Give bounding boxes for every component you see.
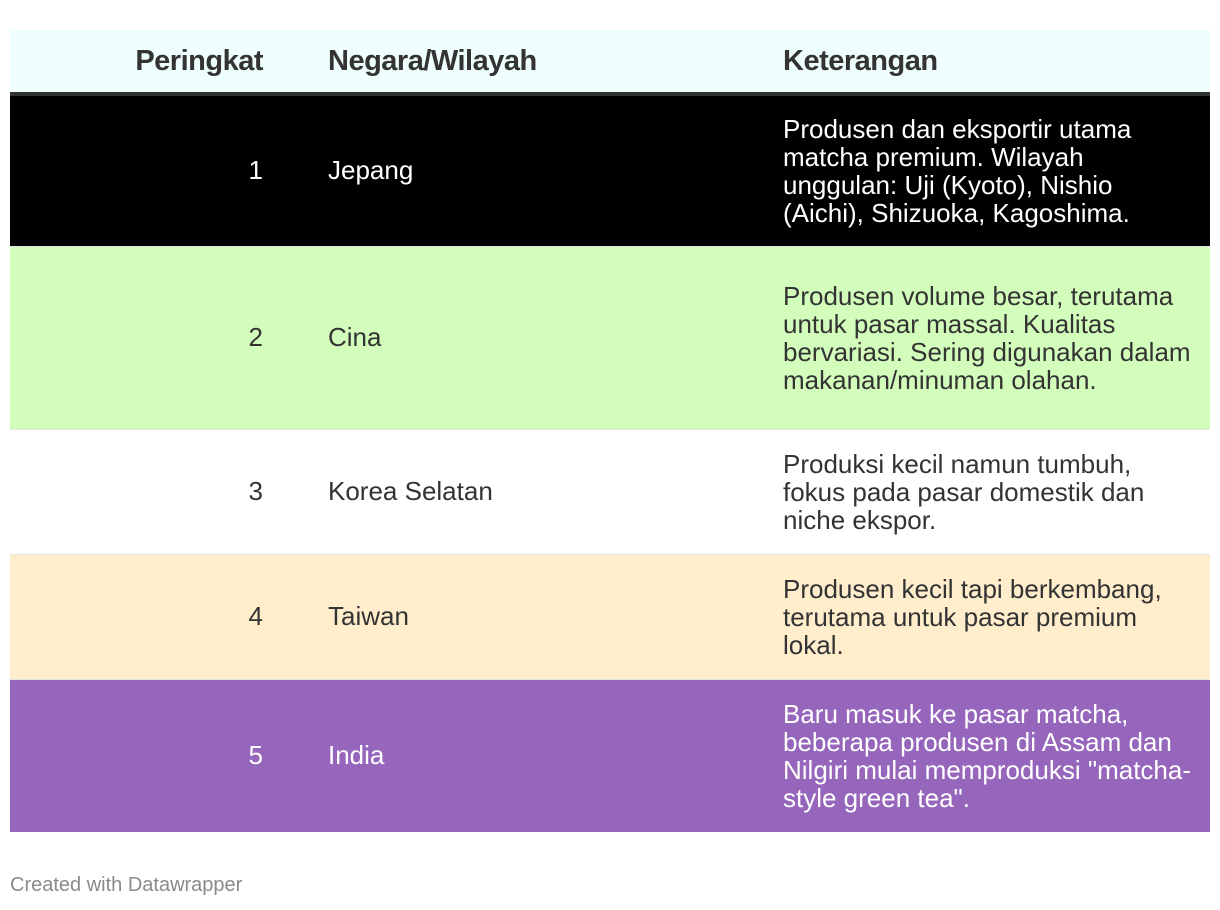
data-table [10, 30, 1210, 832]
table-row [10, 429, 1210, 554]
cell-country: Taiwan [328, 601, 409, 631]
column-header-country[interactable]: Negara/Wilayah [310, 30, 765, 94]
data-table-container [10, 30, 1210, 832]
cell-rank: 3 [248, 476, 263, 506]
cell-country: India [328, 740, 385, 771]
table-row [10, 679, 1210, 832]
cell-rank: 2 [248, 322, 263, 352]
cell-country: Cina [328, 322, 382, 352]
cell-description: Produsen kecil tapi berkembang, terutama untuk pasar premium lokal. [783, 573, 1162, 660]
table-row [10, 94, 1210, 246]
cell-country: Korea Selatan [328, 476, 493, 506]
cell-country: Jepang [328, 155, 414, 186]
footer-credit: Created with Datawrapper [10, 874, 243, 896]
cell-description: Produsen volume besar, terutama untuk pasar massal. Kualitas bervariasi. Sering digunakan dalam makanan/minuman olahan. [783, 280, 1191, 395]
cell-rank: 1 [248, 155, 263, 186]
table-row [10, 554, 1210, 679]
cell-description: Produksi kecil namun tumbuh, fokus pada pasar domestik dan niche ekspor. [783, 448, 1145, 535]
cell-rank: 4 [248, 601, 263, 631]
cell-description: Baru masuk ke pasar matcha, beberapa produsen di Assam dan Nilgiri mulai memproduksi "matcha-style green tea". [783, 698, 1192, 813]
table-body [10, 94, 1210, 832]
table-header-row [10, 30, 1210, 94]
column-header-rank[interactable]: Peringkat [10, 30, 310, 94]
table-row [10, 246, 1210, 429]
cell-description: Produsen dan eksportir utama matcha premium. Wilayah unggulan: Uji (Kyoto), Nishio (Aichi), Shizuoka, Kagoshima. [783, 113, 1132, 228]
column-header-description[interactable]: Keterangan [765, 30, 1210, 94]
cell-rank: 5 [248, 740, 263, 771]
